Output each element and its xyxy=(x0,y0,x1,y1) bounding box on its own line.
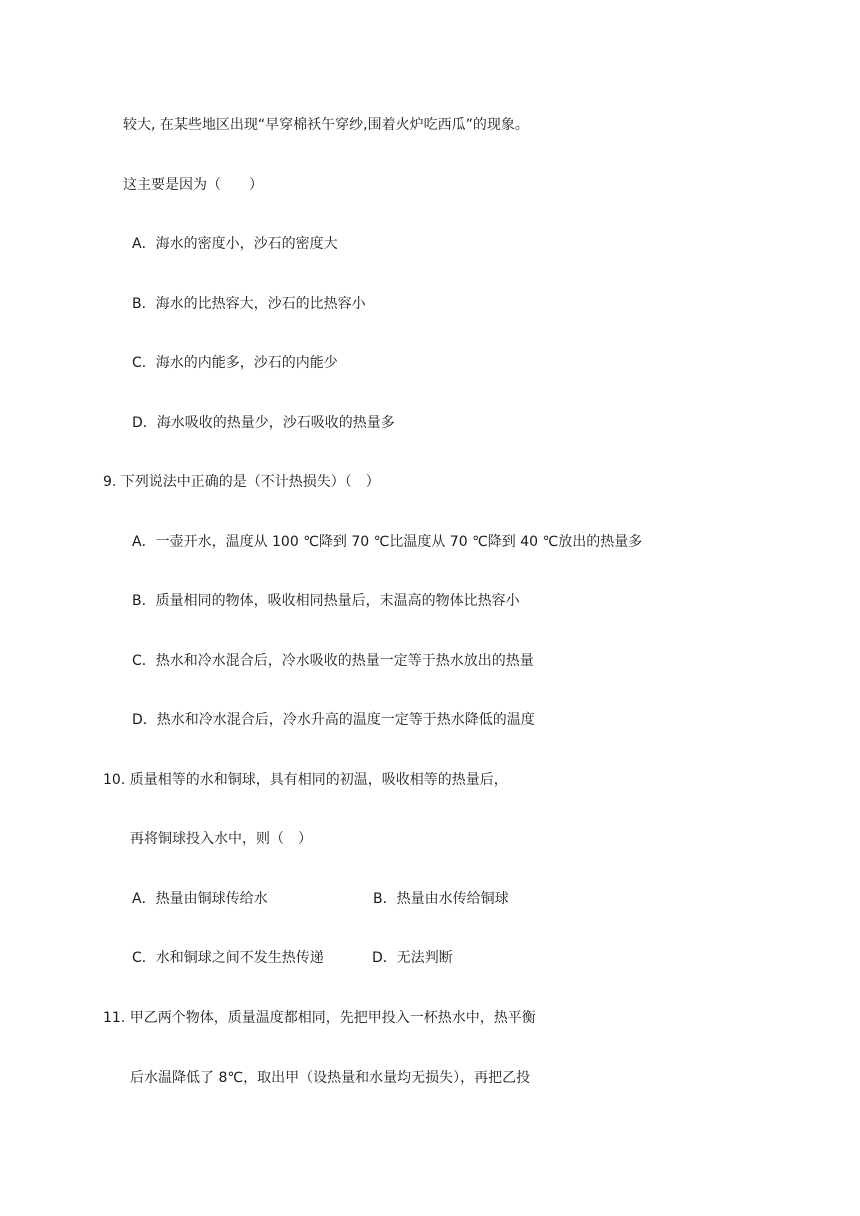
q11-stem: 11. 甲乙两个物体，质量温度都相同，先把甲投入一杯热水中，热平衡 xyxy=(103,1010,536,1026)
q9-option-a: A．一壶开水，温度从 100 ℃降到 70 ℃比温度从 70 ℃降到 40 ℃放出的热量多 xyxy=(132,534,643,550)
q11-stem-continuation: 后水温降低了 8℃，取出甲（设热量和水量均无损失），再把乙投 xyxy=(130,1070,531,1086)
q8-stem-continuation: 较大, 在某些地区出现“早穿棉袄午穿纱,围着火炉吃西瓜”的现象。 xyxy=(123,117,529,133)
q10-stem-continuation: 再将铜球投入水中，则（ ） xyxy=(130,831,312,847)
q9-option-d: D．热水和冷水混合后，冷水升高的温度一定等于热水降低的温度 xyxy=(132,712,535,728)
q8-option-a: A．海水的密度小，沙石的密度大 xyxy=(132,236,338,252)
q8-option-d: D．海水吸收的热量少，沙石吸收的热量多 xyxy=(132,415,395,431)
q8-option-c: C．海水的内能多，沙石的内能少 xyxy=(132,355,338,371)
q10-stem: 10. 质量相等的水和铜球，具有相同的初温，吸收相等的热量后， xyxy=(103,772,508,788)
q9-option-b: B．质量相同的物体，吸收相同热量后，末温高的物体比热容小 xyxy=(132,593,520,609)
q8-stem-question: 这主要是因为（ ） xyxy=(123,177,263,193)
q10-option-d: D．无法判断 xyxy=(372,950,453,966)
q10-option-b: B．热量由水传给铜球 xyxy=(373,891,509,907)
q10-option-c: C．水和铜球之间不发生热传递 xyxy=(132,950,324,966)
q9-option-c: C．热水和冷水混合后，冷水吸收的热量一定等于热水放出的热量 xyxy=(132,653,534,669)
q10-option-a: A．热量由铜球传给水 xyxy=(132,891,268,907)
q9-stem: 9. 下列说法中正确的是（不计热损失）（ ） xyxy=(103,474,380,490)
q8-option-b: B．海水的比热容大，沙石的比热容小 xyxy=(132,296,366,312)
